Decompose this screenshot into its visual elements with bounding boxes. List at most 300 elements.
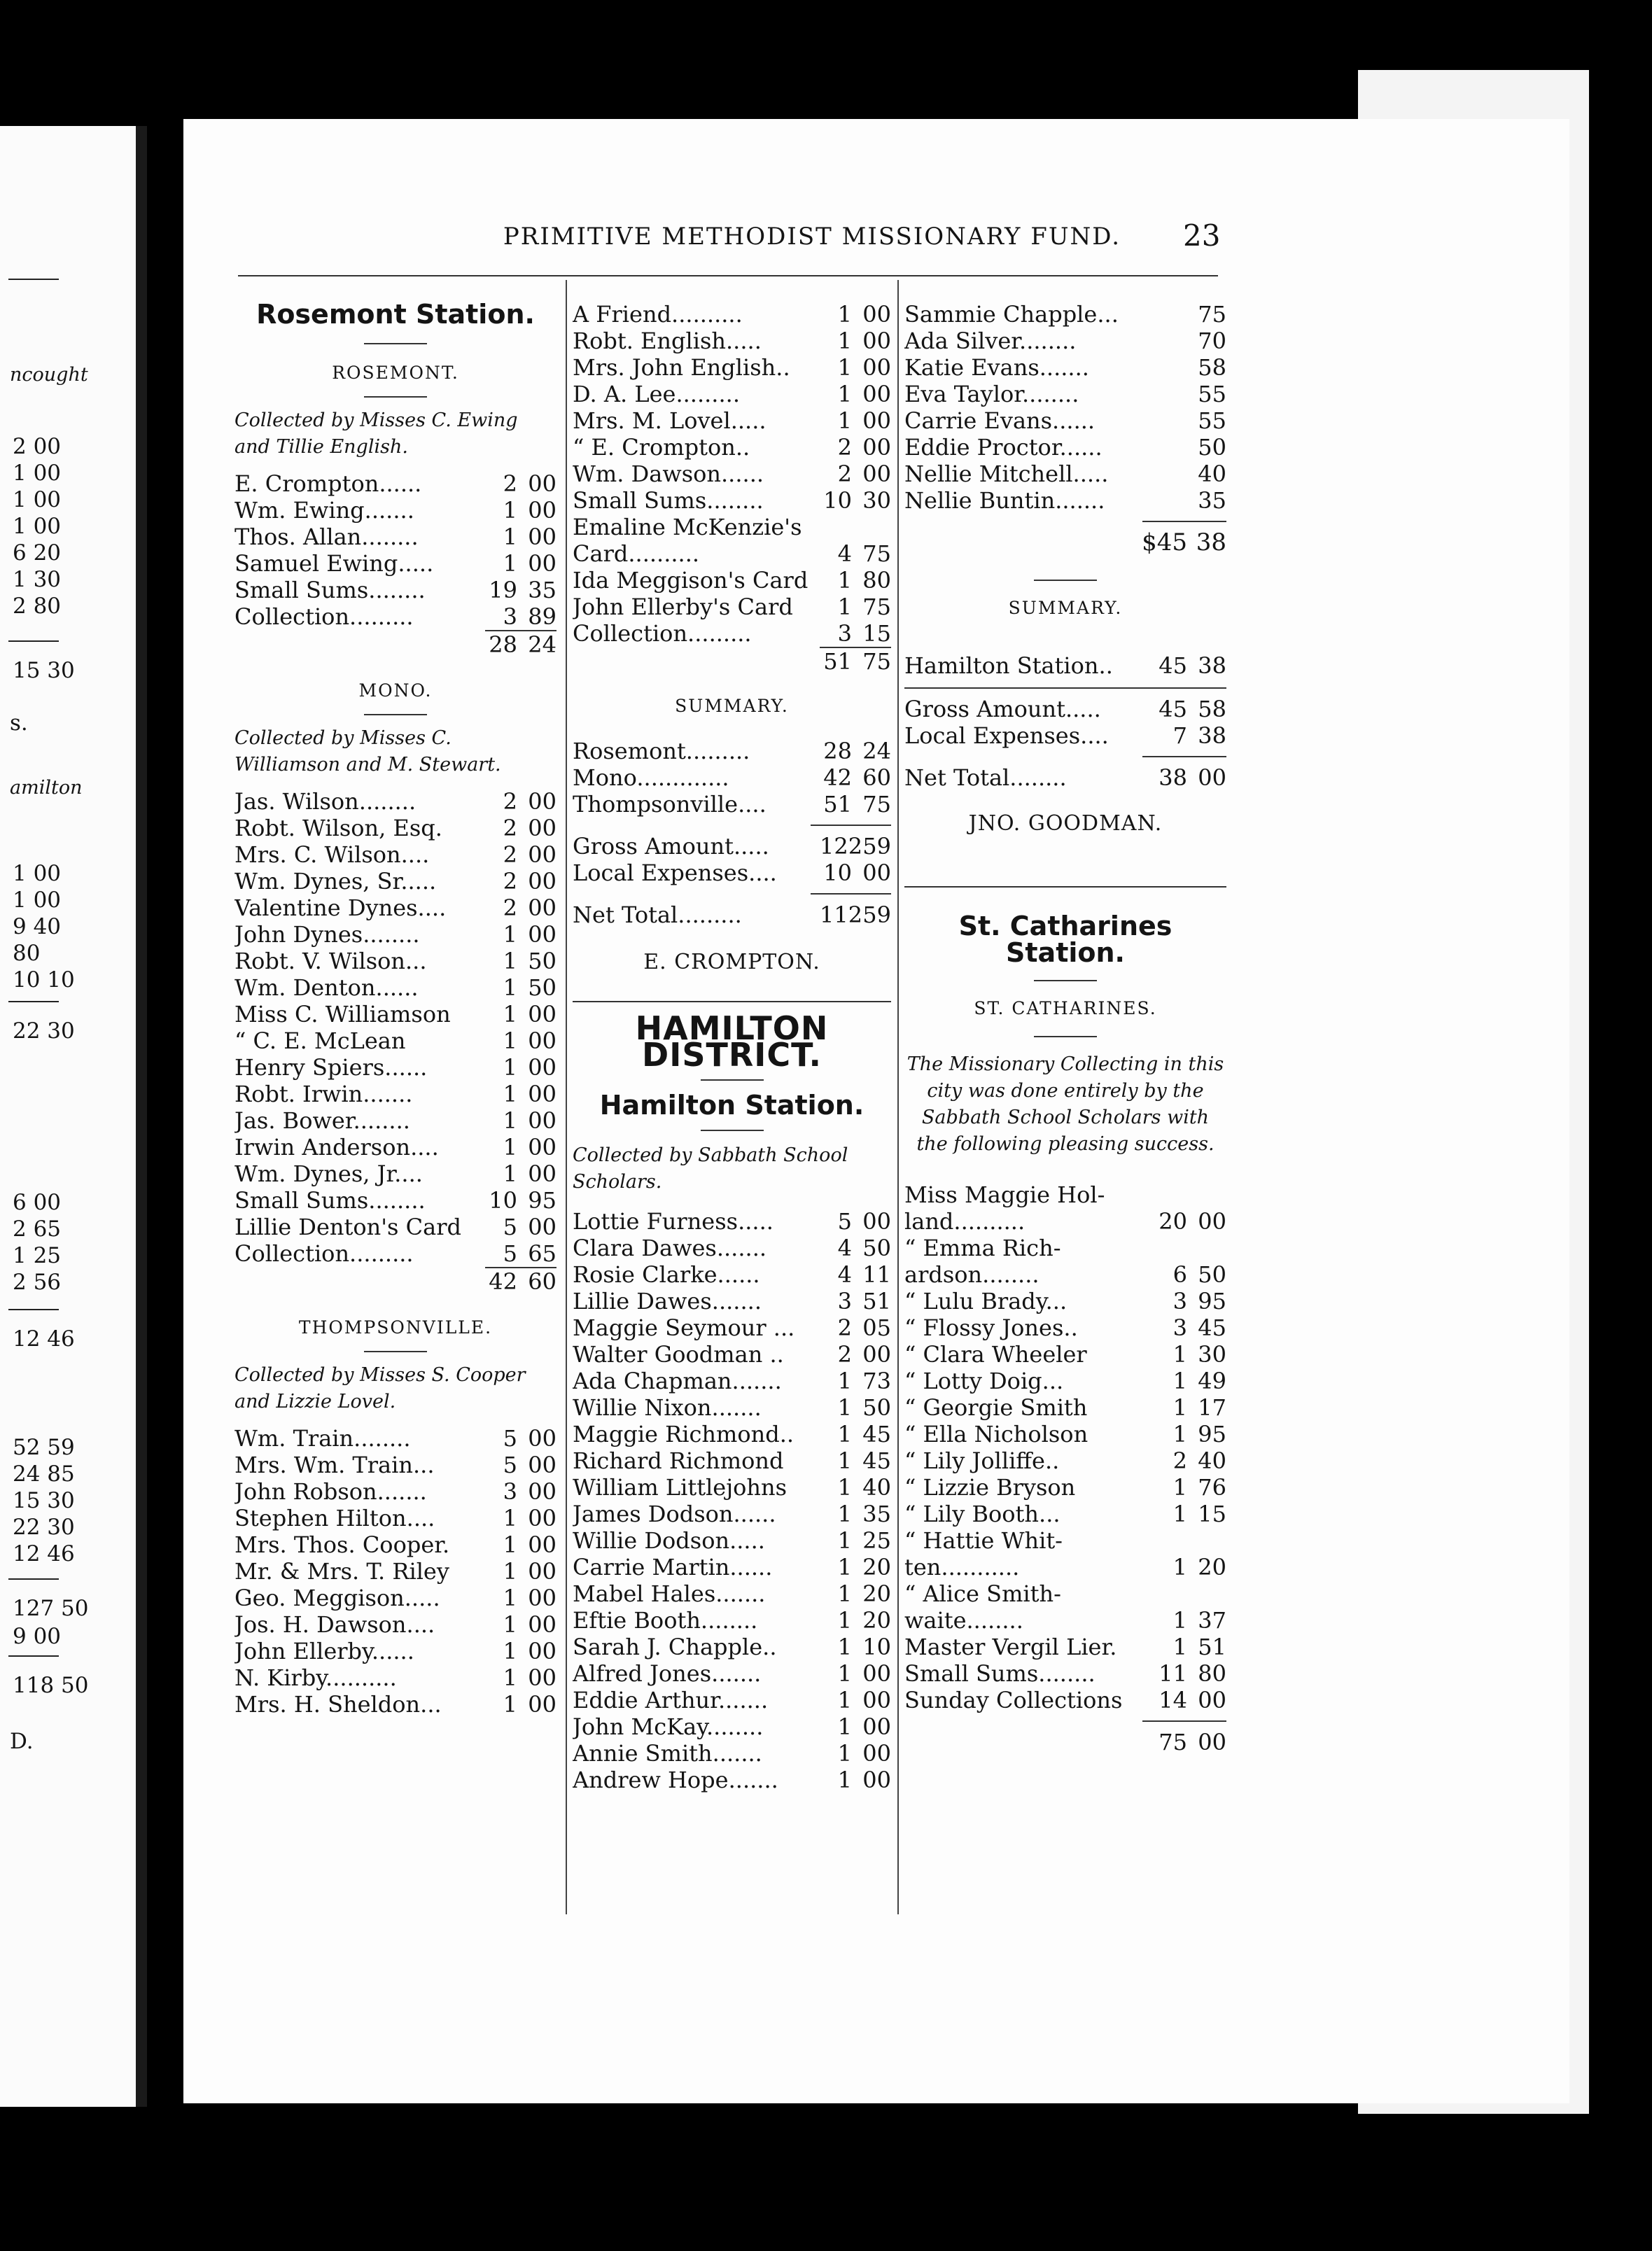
contributor-name: “ C. E. McLean [234,1028,406,1054]
list-item [573,1580,891,1607]
amount-cents: 73 [862,1368,891,1394]
amount-cents: 35 [1198,487,1226,514]
rule [1142,756,1226,757]
amount-dollars: 1 [1172,1634,1187,1660]
amount-cents: 00 [528,1107,556,1134]
list-item [573,1288,891,1314]
summary-row [573,833,891,860]
list-item [573,620,891,647]
contributor-name: Willie Nixon....... [573,1394,762,1421]
fragment-value: 1 00 [13,461,62,486]
amount-cents: 95 [1198,1288,1226,1314]
amount-cents: 20 [862,1554,891,1580]
amount-dollars: 1 [837,1580,852,1607]
amount-dollars: 1 [837,1474,852,1501]
fragment-value: 2 80 [13,594,62,619]
list-item [573,461,891,487]
list-item [573,1235,891,1261]
list-item [234,1160,556,1187]
amount-dollars: 1 [503,497,517,524]
rule [8,279,59,280]
amount-dollars: 11 [1158,1660,1187,1687]
amount-cents: 00 [528,1478,556,1505]
list-item [904,1235,1226,1261]
fragment-total: 127 50 [13,1596,89,1621]
list-item [234,1028,556,1054]
rule [701,1079,764,1081]
amount-dollars: 1 [837,1368,852,1394]
rule [8,1655,59,1657]
list-item [573,1501,891,1527]
rule [904,886,1226,888]
contributor-name: Mrs. Thos. Cooper. [234,1531,450,1558]
summary-label: Net Total........ [904,764,1067,791]
fragment-value: 2 65 [13,1216,62,1242]
list-item [573,594,891,620]
contributor-name: Collection......... [573,620,752,647]
amount-dollars: 1 [503,1531,517,1558]
station-heading: St. Catharines Station. [958,911,1172,968]
amount-cents: 00 [862,301,891,328]
amount-cents: 50 [1198,434,1226,461]
amount-cents: 59 [862,833,891,860]
place-heading: THOMPSONVILLE. [298,1317,493,1338]
amount-cents: 38 [1198,722,1226,749]
amount-cents: 00 [528,1664,556,1691]
contributor-name: “ Lizzie Bryson [904,1474,1076,1501]
amount-dollars: 1 [1172,1554,1187,1580]
fragment-value: 6 20 [13,540,62,566]
rule [1034,1036,1097,1037]
amount-cents: 75 [862,594,891,620]
amount-cents: 49 [1198,1368,1226,1394]
amount-cents: 00 [528,1638,556,1664]
list-item [904,1660,1226,1687]
amount-cents: 00 [528,1585,556,1611]
list-item [904,1607,1226,1634]
amount-dollars: 1 [837,1607,852,1634]
amount-dollars: 1 [1172,1474,1187,1501]
amount-cents: 00 [1198,1687,1226,1713]
summary-row [904,652,1226,679]
contribution-list [234,1425,556,1718]
amount-cents: 45 [862,1421,891,1447]
amount-cents: 00 [862,1767,891,1793]
amount-cents: 37 [1198,1607,1226,1634]
fragment-value: 6 00 [13,1190,62,1215]
amount-cents: 00 [528,1214,556,1240]
amount-dollars: 51 [823,791,852,818]
amount-dollars: 1 [837,381,852,407]
column-3 [904,301,1226,1755]
summary-label: Gross Amount..... [904,696,1101,722]
contributor-name: Mrs. H. Sheldon... [234,1691,442,1718]
fragment-mark: s. [10,710,28,736]
amount-cents: 00 [528,815,556,841]
amount-dollars: 1 [1172,1341,1187,1368]
list-item [573,1527,891,1554]
list-item [573,1341,891,1368]
list-item [904,301,1226,328]
contributor-name: Collection......... [234,1240,414,1267]
amount-dollars: 5 [837,1208,852,1235]
column-rule [897,280,899,1914]
rule [8,1578,59,1580]
list-item [573,487,891,514]
place-heading: ST. CATHARINES. [974,998,1157,1018]
contributor-name: James Dodson...... [573,1501,776,1527]
list-item [234,1001,556,1028]
collector-note: Collected by Misses C. Williamson and M. Stewart. [234,727,501,776]
list-item [234,1505,556,1531]
list-item [904,1447,1226,1474]
amount-dollars: 1 [503,948,517,974]
contributor-name: Samuel Ewing..... [234,550,434,577]
amount-dollars: 1 [1172,1607,1187,1634]
list-item [904,381,1226,407]
amount-cents: 00 [528,1028,556,1054]
contributor-name: Lillie Denton's Card [234,1214,461,1240]
summary-heading: SUMMARY. [1008,598,1123,618]
contributor-name: Walter Goodman .. [573,1341,784,1368]
amount-dollars: 1 [837,301,852,328]
list-item [904,1208,1226,1235]
contributor-name: D. A. Lee......... [573,381,740,407]
amount-cents: 75 [1198,301,1226,328]
contributor-name: “ Ella Nicholson [904,1421,1088,1447]
fragment-value: 1 00 [13,514,62,539]
list-item [904,1341,1226,1368]
contributor-name: Jas. Wilson........ [234,788,416,815]
list-item [234,603,556,630]
contributor-name: Mabel Hales....... [573,1580,766,1607]
list-item [234,948,556,974]
contributor-name: Mrs. M. Lovel..... [573,407,766,434]
rule [364,343,427,344]
contributor-name: “ E. Crompton.. [573,434,750,461]
contributor-name: “ Lulu Brady... [904,1288,1068,1314]
place-heading: ROSEMONT. [332,363,459,383]
rule [573,1001,891,1002]
rule [364,714,427,715]
amount-cents: 00 [528,1160,556,1187]
amount-dollars: 4 [837,1261,852,1288]
rule [1034,580,1097,581]
amount-cents: 00 [528,550,556,577]
amount-dollars: 1 [837,1501,852,1527]
summary-row [904,696,1226,722]
amount-dollars: 19 [489,577,517,603]
amount-dollars: 1 [837,1394,852,1421]
list-item [573,1687,891,1713]
contributor-name: Ida Meggison's Card [573,567,808,594]
contributor-name: Robt. V. Wilson... [234,948,427,974]
left-page-fragment [0,126,147,2107]
amount-cents: 65 [528,1240,556,1267]
amount-cents: 45 [862,1447,891,1474]
contributor-name: Rosie Clarke...... [573,1261,760,1288]
fragment-total: 22 30 [13,1018,75,1044]
list-item [234,1691,556,1718]
amount-cents: 80 [862,567,891,594]
contributor-name: waite........ [904,1607,1023,1634]
fragment-value: 24 85 [13,1461,75,1487]
amount-dollars: 2 [837,1314,852,1341]
amount-dollars: 10 [823,860,852,886]
contributor-name: Clara Dawes....... [573,1235,767,1261]
amount-dollars: 3 [837,1288,852,1314]
list-item [234,841,556,868]
contributor-name: Maggie Richmond.. [573,1421,794,1447]
list-item [573,1767,891,1793]
contributor-name: Collection......... [234,603,414,630]
amount-dollars: 1 [503,1505,517,1531]
amount-dollars: 1 [1172,1421,1187,1447]
total-cents: 60 [517,1267,556,1295]
list-item [904,1368,1226,1394]
contributor-name: “ Lotty Doig... [904,1368,1064,1394]
amount-dollars: 1 [503,1054,517,1081]
amount-dollars: 2 [503,815,517,841]
contributor-name: Eddie Proctor...... [904,434,1102,461]
amount-dollars: 2 [837,1341,852,1368]
amount-cents: 00 [1198,1208,1226,1235]
fragment-value: 22 30 [13,1515,75,1540]
total-dollars: 51 [820,647,852,675]
total-cents: 75 [852,647,891,675]
list-item [573,1554,891,1580]
amount-dollars: 10 [489,1187,517,1214]
contribution-list [234,788,556,1267]
list-item [234,974,556,1001]
list-item [234,815,556,841]
contributor-name: Sammie Chapple... [904,301,1119,328]
contributor-name: Mrs. John English.. [573,354,790,381]
contributor-name: Thos. Allan........ [234,524,419,550]
list-item [234,1611,556,1638]
summary-row [573,860,891,886]
contributor-name: Alfred Jones....... [573,1660,762,1687]
contributor-name: Lottie Furness..... [573,1208,774,1235]
list-item [573,1208,891,1235]
list-item [573,1314,891,1341]
contributor-name: Carrie Evans...... [904,407,1096,434]
contributor-name: Wm. Denton...... [234,974,419,1001]
contributor-name: Miss Maggie Hol- [904,1181,1105,1208]
column-rule [566,280,567,1914]
amount-cents: 00 [528,921,556,948]
amount-dollars: 1 [837,1713,852,1740]
contributor-name: Stephen Hilton.... [234,1505,435,1531]
amount-dollars: 1 [837,1687,852,1713]
list-item [573,1394,891,1421]
list-item [573,1660,891,1687]
amount-dollars: 42 [823,764,852,791]
contributor-name: Geo. Meggison..... [234,1585,440,1611]
amount-cents: 00 [862,407,891,434]
list-item [904,461,1226,487]
amount-dollars: 1 [837,407,852,434]
total-row [904,1729,1226,1755]
amount-cents: 00 [862,354,891,381]
list-item [234,524,556,550]
rule [1142,521,1226,522]
amount-cents: 00 [528,524,556,550]
amount-cents: 20 [862,1607,891,1634]
fragment-mark: D. [10,1729,34,1754]
total-dollars: 75 [1158,1729,1187,1755]
amount-cents: 50 [862,1235,891,1261]
contributor-name: Sarah J. Chapple.. [573,1634,777,1660]
signature: E. CROMPTON. [643,950,820,974]
amount-dollars: 5 [503,1452,517,1478]
amount-dollars: 45 [1158,652,1187,679]
fragment-value: 52 59 [13,1435,75,1460]
amount-cents: 20 [1198,1554,1226,1580]
fragment-word: amilton [10,777,83,799]
amount-dollars: 2 [503,895,517,921]
amount-cents: 00 [528,1425,556,1452]
amount-cents: 00 [528,868,556,895]
contributor-name: Richard Richmond [573,1447,784,1474]
contributor-name: Small Sums........ [573,487,764,514]
fragment-value: 1 00 [13,487,62,512]
amount-dollars: 5 [503,1240,517,1267]
amount-cents: 35 [862,1501,891,1527]
summary-label: Local Expenses.... [573,860,777,886]
rule [8,1001,59,1002]
rule [701,1130,764,1131]
amount-dollars: 1 [837,594,852,620]
list-item [573,407,891,434]
amount-dollars: 1 [1172,1368,1187,1394]
list-item [234,577,556,603]
fragment-total: 118 50 [13,1673,89,1698]
amount-cents: 59 [862,902,891,928]
fragment-value: 2 00 [13,434,62,459]
list-item [573,791,891,818]
amount-dollars: 1 [503,1001,517,1028]
contributor-name: John Ellerby's Card [573,594,793,620]
amount-dollars: 4 [837,1235,852,1261]
amount-dollars: 1 [503,1638,517,1664]
summary-label: Hamilton Station.. [904,652,1113,679]
list-item [234,1638,556,1664]
amount-dollars: 4 [837,540,852,567]
rule [1142,1720,1226,1722]
amount-cents: 50 [528,948,556,974]
amount-dollars: 1 [503,1691,517,1718]
amount-cents: 58 [1198,696,1226,722]
list-item [234,788,556,815]
amount-cents: 60 [862,764,891,791]
amount-dollars: 2 [1172,1447,1187,1474]
rule [8,640,59,642]
list-item [904,1288,1226,1314]
contributor-name: Thompsonville.... [573,791,766,818]
fragment-value: 9 40 [13,914,62,939]
amount-dollars: 112 [820,902,863,928]
amount-cents: 00 [528,1531,556,1558]
amount-cents: 25 [862,1527,891,1554]
contributor-name: N. Kirby.......... [234,1664,397,1691]
amount-cents: 00 [862,1713,891,1740]
list-item [234,1214,556,1240]
list-item [573,1634,891,1660]
collector-note: The Missionary Collecting in this city was done entirely by the Sabbath School Scholars with the following pleasing success. [906,1053,1224,1155]
list-item [573,1713,891,1740]
list-item [234,1531,556,1558]
fragment-value: 2 56 [13,1270,62,1295]
amount-cents: 00 [862,461,891,487]
amount-dollars: 1 [503,1611,517,1638]
list-item [234,1664,556,1691]
list-item [234,1478,556,1505]
total-cents: 38 [1196,528,1226,556]
total-row [573,647,891,675]
list-item [234,1054,556,1081]
amount-dollars: 1 [1172,1394,1187,1421]
contributor-name: Ada Chapman....... [573,1368,782,1394]
summary-label: Net Total......... [573,902,742,928]
amount-cents: 00 [528,788,556,815]
contributor-name: John Dynes........ [234,921,420,948]
list-item [573,1421,891,1447]
list-item [904,1394,1226,1421]
list-item [234,1134,556,1160]
summary-heading: SUMMARY. [675,696,789,716]
total-dollars: 28 [485,630,517,658]
fragment-value: 1 00 [13,888,62,913]
amount-dollars: 1 [837,567,852,594]
contributor-name: Wm. Train........ [234,1425,411,1452]
amount-dollars: 3 [503,1478,517,1505]
list-item [234,1425,556,1452]
amount-cents: 70 [1198,328,1226,354]
list-item [904,1314,1226,1341]
list-item [904,1527,1226,1554]
summary-row [904,764,1226,791]
list-item [573,301,891,328]
amount-cents: 00 [528,470,556,497]
amount-cents: 15 [1198,1501,1226,1527]
amount-cents: 45 [1198,1314,1226,1341]
fragment-value: 1 30 [13,567,62,592]
amount-dollars: 1 [503,1585,517,1611]
contributor-name: ten........... [904,1554,1020,1580]
fragment-word: ncought [10,364,88,386]
list-item [904,1580,1226,1607]
contributor-name: “ Lily Jolliffe.. [904,1447,1060,1474]
amount-cents: 00 [528,1054,556,1081]
contributor-name: Robt. Irwin....... [234,1081,413,1107]
list-item [234,1187,556,1214]
fragment-value: 1 25 [13,1243,62,1268]
contributor-name: Andrew Hope....... [573,1767,778,1793]
amount-dollars: 1 [503,524,517,550]
amount-dollars: 1 [503,550,517,577]
amount-cents: 51 [1198,1634,1226,1660]
amount-cents: 11 [862,1261,891,1288]
amount-cents: 75 [862,791,891,818]
amount-dollars: 3 [503,603,517,630]
signature: JNO. GOODMAN. [968,811,1163,836]
amount-dollars: 1 [837,1527,852,1554]
contributor-name: Ada Silver........ [904,328,1077,354]
page-number: 23 [1183,218,1221,253]
list-item [573,738,891,764]
contributor-name: Mono............. [573,764,729,791]
